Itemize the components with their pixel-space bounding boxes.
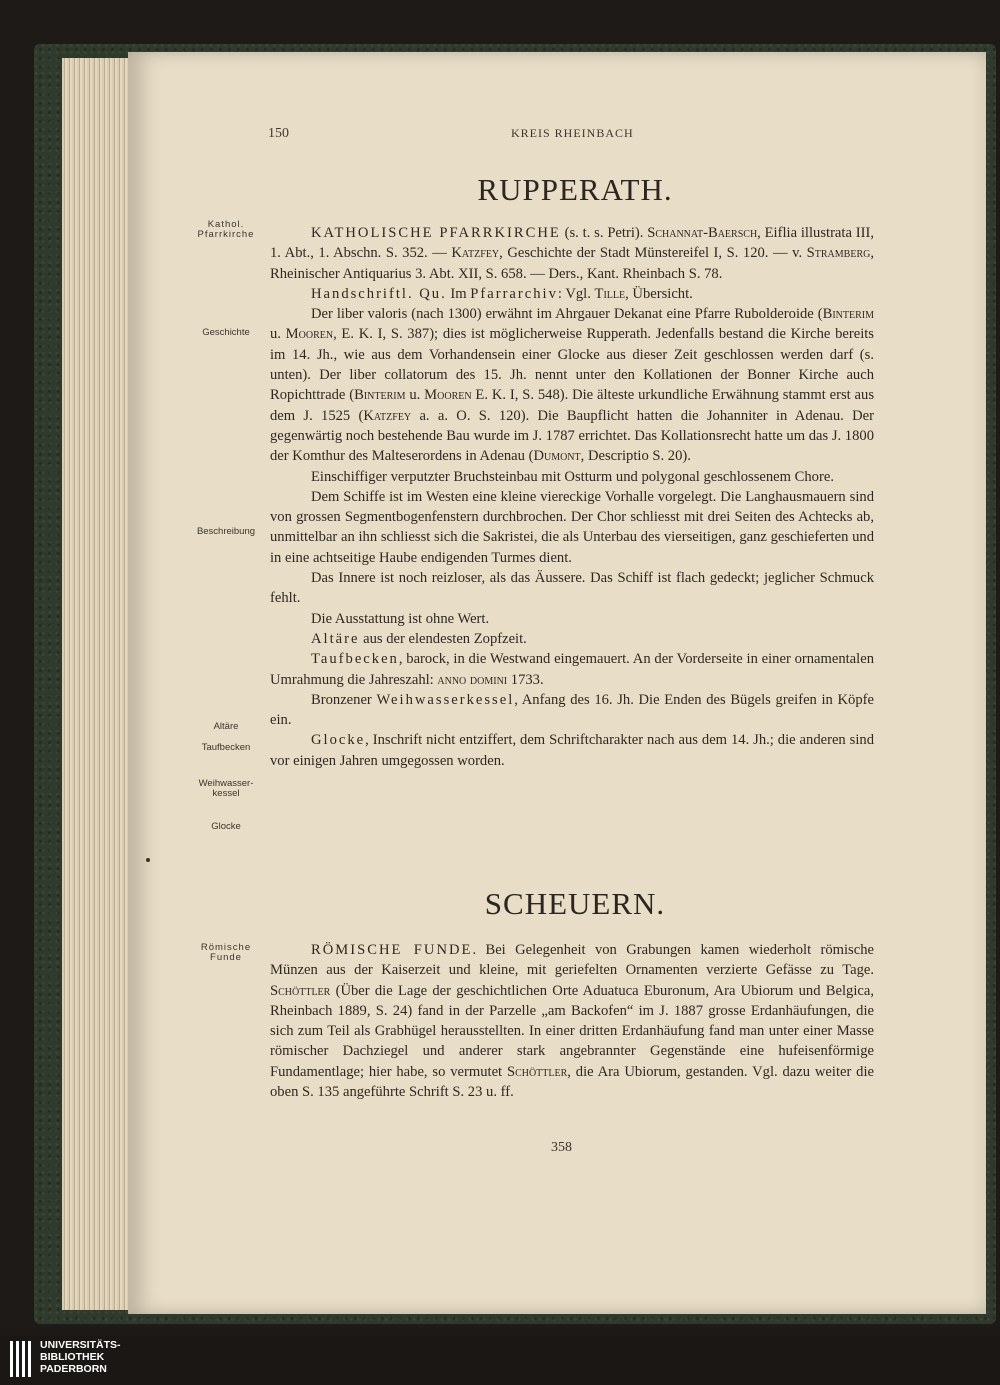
sidenote-kathol-pfarrkirche xyxy=(186,220,266,240)
text-run: u. xyxy=(405,387,425,404)
paragraph-ausstattung: Die Ausstattung ist ohne Wert. xyxy=(311,610,490,627)
heading-inline: KATHOLISCHE PFARRKIRCHE xyxy=(311,225,561,241)
paragraph-taufbecken xyxy=(270,649,874,690)
heading-inline: RÖMISCHE FUNDE xyxy=(311,942,473,958)
author-name: Schöttler xyxy=(506,1063,568,1080)
author-name: Katzfey xyxy=(451,245,500,262)
paragraph-roemische-funde xyxy=(270,940,874,1102)
author-name: Stramberg xyxy=(806,245,871,262)
paragraph-glocke xyxy=(270,730,874,771)
footer-bar xyxy=(0,1335,1000,1385)
text-run: , Inschrift nicht entziffert, dem Schriftcharakter nach aus dem 14. Jh.; die anderen sind vor einigen Jahren umgegossen worden. xyxy=(270,732,874,769)
sidenote-line: Römische xyxy=(200,942,252,953)
author-name: Schannat-Baersch xyxy=(647,225,758,241)
heading-inline: Altäre xyxy=(311,630,360,647)
ink-speck xyxy=(146,858,150,862)
text-run: Bronzener xyxy=(311,691,377,708)
text-run: , Anfang des 16. Jh. Die Enden des Bügels greifen in Köpfe ein. xyxy=(270,691,874,729)
sidenote-altaere: Altäre xyxy=(213,721,239,732)
heading-inline: Weihwasserkessel xyxy=(376,691,515,708)
text-run: a. a. O. S. 120). Die Baupflicht hatten die Johanniter in Adenau. Der gegenwärtig noch bestehende Bau wurde im J. 1787 errichtet. Das Kollationsrecht hatte um das J. 1800 der Komthur des Malteserordens in Adenau ( xyxy=(270,407,874,465)
sidenote-line: Funde xyxy=(210,952,242,963)
text-run: , die Ara Ubiorum, gestanden. Vgl. dazu weiter die oben S. 135 angeführte Schrift S. 23 u. ff. xyxy=(270,1063,875,1101)
text-run: Der liber valoris (nach 1300) erwähnt im Ahrgauer Dekanat eine Pfarre Rubolderoide ( xyxy=(311,306,823,323)
text-run: 1733. xyxy=(507,671,544,688)
text-run: , barock, in die Westwand eingemauert. An der Vorderseite in einer ornamentalen Umrahmung die Jahreszahl: xyxy=(270,651,874,688)
text-run: , Rheinischer Antiquarius 3. Abt. XII, S. 658. — Ders., Kant. Rheinbach S. 78. xyxy=(270,245,874,282)
author-name: Mooren xyxy=(424,387,472,404)
sidenote-glocke: Glocke xyxy=(211,821,241,832)
sidenote-weihwasserkessel xyxy=(186,779,266,799)
heading-inline: Glocke xyxy=(311,732,366,749)
library-line: PADERBORN xyxy=(40,1363,107,1375)
text-run: E. K. I, S. 548). Die älteste urkundliche Erwähnung stammt erst aus dem J. 1525 ( xyxy=(270,387,875,424)
author-name: Katzfey xyxy=(363,407,412,424)
text-run: , Übersicht. xyxy=(625,285,693,302)
paragraph-kathol-pfarrkirche xyxy=(270,223,874,284)
text-run: u. xyxy=(270,326,286,343)
author-name: Binterim xyxy=(822,306,874,323)
sidenote-geschichte: Geschichte xyxy=(202,327,250,338)
sidenote-taufbecken: Taufbecken xyxy=(201,742,251,753)
heading-inline: Pfarrarchiv xyxy=(470,285,558,302)
paragraph-weihwasserkessel xyxy=(270,690,874,731)
sidenote-line: Kathol. xyxy=(207,219,245,230)
library-line: BIBLIOTHEK xyxy=(40,1351,105,1363)
text-run: . Bei Gelegenheit von Grabungen kamen wiederholt römische Münzen aus der Kaiserzeit und kleine, mit geriefelten Ornamenten verzierte Gefässe zu Tage. xyxy=(270,942,874,979)
rupperath-text xyxy=(270,223,874,771)
author-name: Dumont xyxy=(533,448,581,465)
library-name xyxy=(40,1339,121,1375)
text-run: , Geschichte der Stadt Münstereifel I, S. 120. — v. xyxy=(499,245,807,262)
sidenote-line: kessel xyxy=(212,788,240,799)
text-run: , Eiflia illustrata III, 1. Abt., 1. Abschn. S. 352. — xyxy=(270,225,874,262)
sidenote-line: Pfarrkirche xyxy=(197,229,255,240)
library-logo-icon xyxy=(10,1341,34,1377)
text-run: (s. t. s. Petri). xyxy=(560,225,648,241)
sidenote-line: Weihwasser- xyxy=(198,778,254,789)
running-title: KREIS RHEINBACH xyxy=(511,126,634,140)
author-name: Binterim xyxy=(354,387,406,404)
text-run: (Über die Lage der geschichtlichen Orte Aduatuca Eburonum, Ara Ubiorum und Belgica, Rheinbach 1889, S. 24) fand in der Parzelle „am Backofen“ im J. 1887 grosse Erdanhäufungen, die sich zum Teil als Grabhügel herausstellten. In einer dritten Erdanhäufung fand man unter einer Masse römischer Dachziegel und anderer stark angebrannter Gegenstände eine hufeisenförmige Fundamentlage; hier habe, so vermutet xyxy=(270,982,874,1080)
inscription: anno domini xyxy=(437,671,508,688)
paragraph-altaere xyxy=(270,629,874,649)
text-run: , Descriptio S. 20). xyxy=(580,448,691,465)
heading-inline: Handschriftl. Qu. xyxy=(311,285,447,302)
page-number: 150 xyxy=(268,126,289,141)
author-name: Mooren xyxy=(285,326,334,343)
scheuern-text xyxy=(270,940,874,1102)
sidenote-roemische-funde xyxy=(186,943,266,963)
text-run: Im xyxy=(446,285,471,302)
section-title-rupperath: RUPPERATH. xyxy=(477,172,673,207)
author-name: Schöttler xyxy=(270,982,331,999)
paragraph-schiff: Dem Schiffe ist im Westen eine kleine viereckige Vorhalle vorgelegt. Die Langhausmauern sind von grossen Segmentbogenfenstern durchbrochen. Der Chor schliesst mit drei Seiten des Achtecks ab, unmittelbar an ihn schliesst sich die Sakristei, die als Unterbau des vierseitigen, ganz geschieferten und in eine achtseitige Haube endigenden Turmes dient. xyxy=(270,488,874,566)
library-line: UNIVERSITÄTS- xyxy=(40,1339,121,1351)
heading-inline: Taufbecken xyxy=(311,651,399,668)
author-name: Tille xyxy=(594,285,626,302)
text-run: : Vgl. xyxy=(557,285,595,302)
sidenote-beschreibung: Beschreibung xyxy=(196,526,256,537)
paragraph-geschichte xyxy=(270,304,874,466)
paragraph-handschriftl xyxy=(270,284,874,304)
text-run: aus der elendesten Zopfzeit. xyxy=(359,630,527,647)
paragraph-innere: Das Innere ist noch reizloser, als das Äussere. Das Schiff ist flach gedeckt; jeglicher Schmuck fehlt. xyxy=(270,570,874,607)
folio-number: 358 xyxy=(551,1140,572,1155)
paragraph-beschreibung: Einschiffiger verputzter Bruchsteinbau mit Ostturm und polygonal geschlossenem Chore. xyxy=(311,468,834,485)
text-run: , E. K. I, S. 387); dies ist möglicherweise Rupperath. Jedenfalls bestand die Kirche bereits im 14. Jh., wie aus dem Vorhandensein einer Glocke aus dieser Zeit geschlossen werden darf (s. unten). Der liber collatorum des 15. Jh. nennt unter den Kollationen der Bonner Kirche auch Ropichttrade ( xyxy=(270,326,874,404)
section-title-scheuern: SCHEUERN. xyxy=(484,886,666,921)
